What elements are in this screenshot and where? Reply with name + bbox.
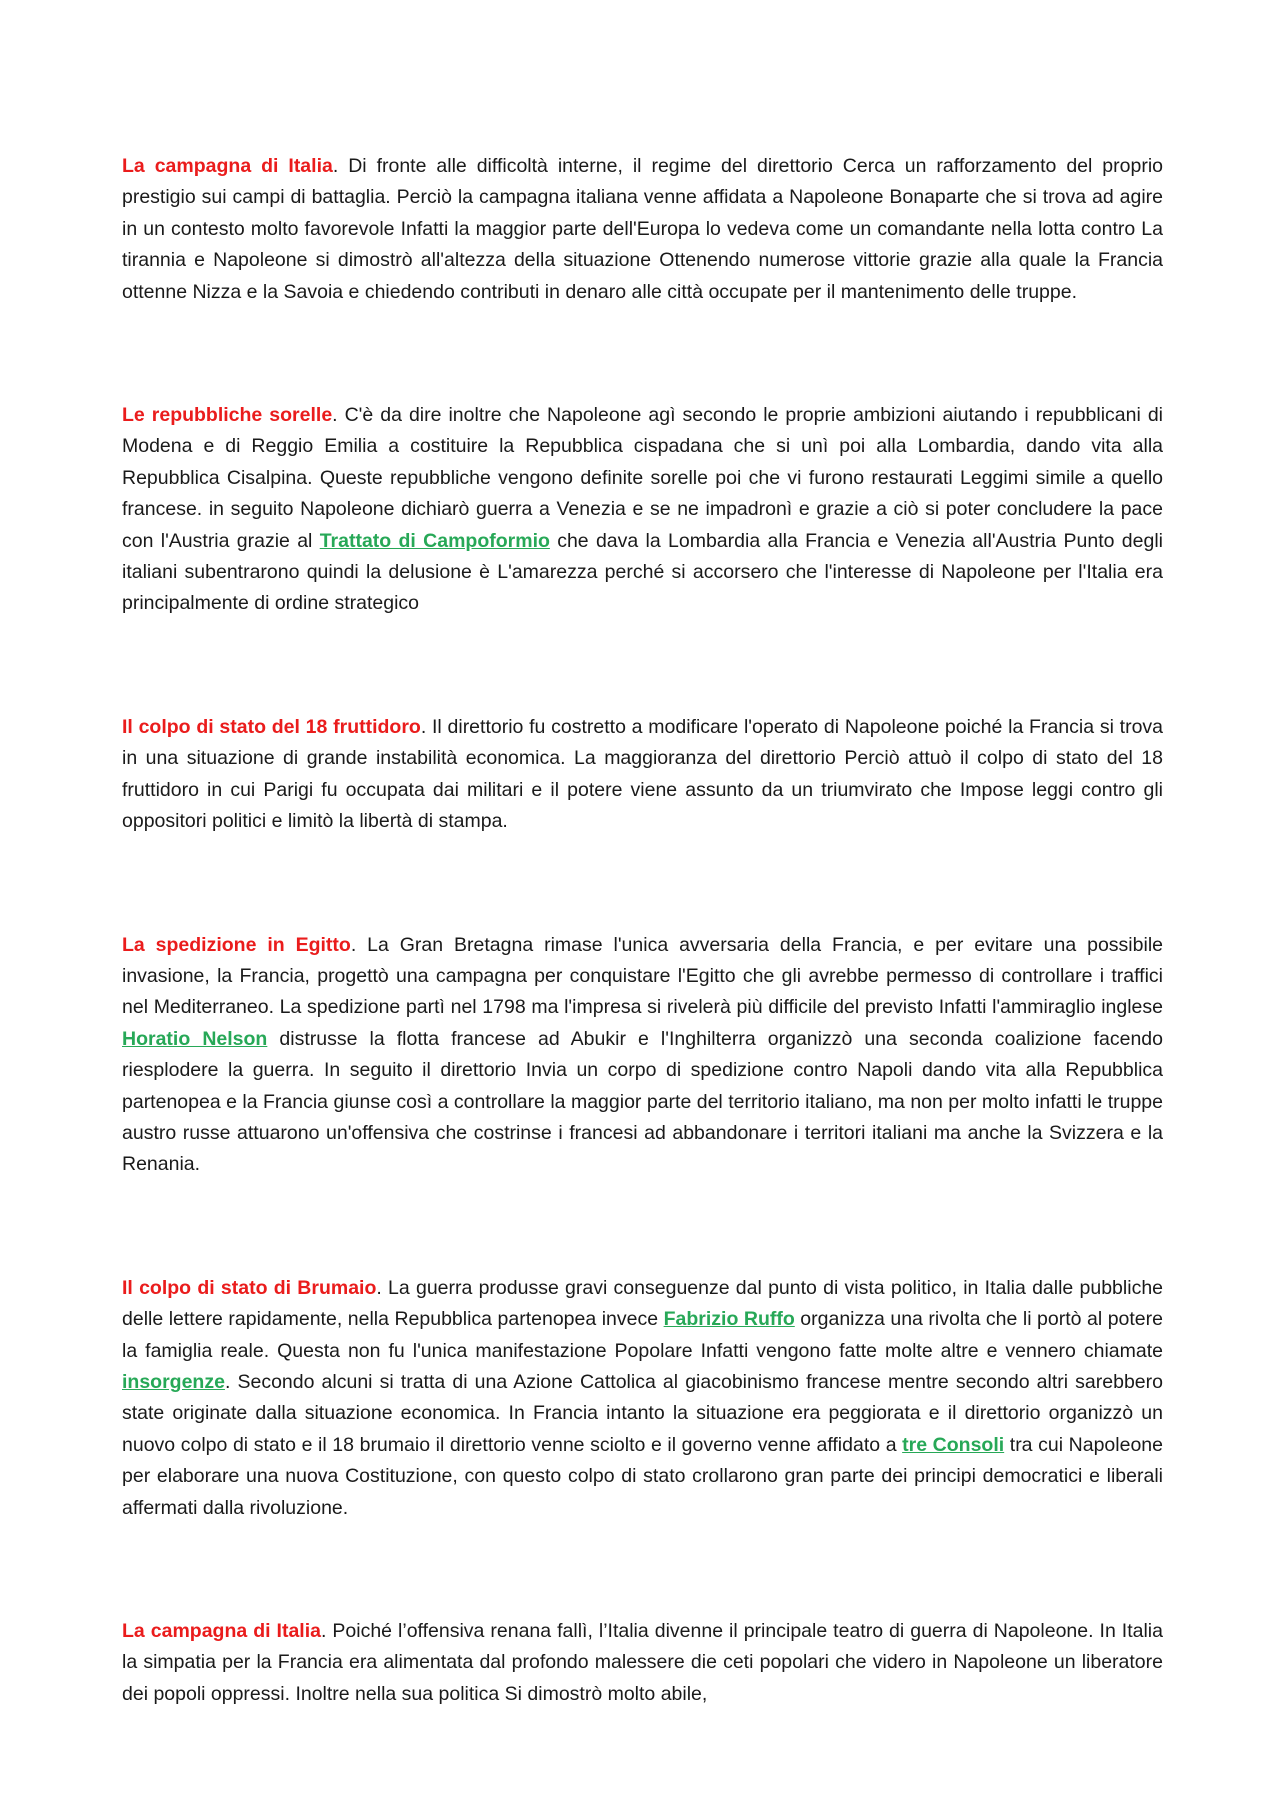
section-heading: Il colpo di stato del 18 fruttidoro bbox=[122, 715, 421, 738]
paragraph-text: organizza una rivolta che li portò al potere la famiglia reale. Questa non fu l'unica manifestazione Popolare Infatti vengono fatte molte altre e vennero chiamate bbox=[122, 1308, 1163, 1362]
link-fabrizio-ruffo[interactable]: Fabrizio Ruffo bbox=[663, 1308, 795, 1331]
paragraph-text: . La Gran Bretagna rimase l'unica avversaria della Francia, e per evitare una possibile invasione, la Francia, progettò una campagna per conquistare l'Egitto che gli avrebbe permesso di controllare i traffici nel Mediterraneo. La spedizione partì nel 1798 ma l'impresa si rivelerà più difficile del previsto Infatti l'ammiraglio inglese bbox=[122, 933, 1163, 1019]
paragraph-repubbliche-sorelle bbox=[122, 400, 1163, 620]
paragraph-colpo-brumaio bbox=[122, 1273, 1163, 1524]
link-tre-consoli[interactable]: tre Consoli bbox=[902, 1433, 1005, 1456]
section-heading: La campagna di Italia bbox=[122, 1620, 321, 1642]
link-trattato-campoformio[interactable]: Trattato di Campoformio bbox=[319, 529, 550, 552]
paragraph-campagna-italia bbox=[122, 151, 1163, 308]
link-horatio-nelson[interactable]: Horatio Nelson bbox=[122, 1027, 268, 1050]
section-heading: Le repubbliche sorelle bbox=[122, 404, 333, 427]
paragraph-text: . C'è da dire inoltre che Napoleone agì secondo le proprie ambizioni aiutando i repubblicani di Modena e di Reggio Emilia a costituire la Repubblica cispadana che si unì poi alla Lombardia, dando vita alla Repubblica Cisalpina. Queste repubbliche vengono definite sorelle poi che vi furono restaurati Leggimi simile a quello francese. in seguito Napoleone dichiarò guerra a Venezia e se ne impadronì e grazie a ciò si poter concludere la pace con l'Austria grazie al bbox=[122, 404, 1164, 552]
section-heading: La campagna di Italia bbox=[122, 155, 333, 177]
paragraph-text: . Poiché l’offensiva renana fallì, l’Italia divenne il principale teatro di guerra di Napoleone. In Italia la simpatia per la Francia era alimentata dal profondo malessere die ceti popolari che videro in Napoleone un liberatore dei popoli oppressi. Inoltre nella sua politica Si dimostrò molto abile, bbox=[122, 1620, 1163, 1705]
link-insorgenze[interactable]: insorgenze bbox=[122, 1370, 225, 1393]
paragraph-campagna-italia-2 bbox=[122, 1616, 1163, 1710]
paragraph-text: . La guerra produsse gravi conseguenze dal punto di vista politico, in Italia dalle pubbliche delle lettere rapidamente, nella Repubblica partenopea invece bbox=[122, 1276, 1164, 1331]
paragraph-text: che dava la Lombardia alla Francia e Venezia all'Austria Punto degli italiani subentrarono quindi la delusione è L'amarezza perché si accorsero che l'interesse di Napoleone per l'Italia era principalmente di ordine strategico bbox=[122, 529, 1163, 615]
paragraph-text: tra cui Napoleone per elaborare una nuova Costituzione, con questo colpo di stato crollarono gran parte dei principi democratici e liberali affermati dalla rivoluzione. bbox=[122, 1433, 1163, 1519]
paragraph-text: . Il direttorio fu costretto a modificare l'operato di Napoleone poiché la Francia si trova in una situazione di grande instabilità economica. La maggioranza del direttorio Perciò attuò il colpo di stato del 18 fruttidoro in cui Parigi fu occupata dai militari e il potere viene assunto da un triumvirato che Impose leggi contro gli oppositori politici e limitò la libertà di stampa. bbox=[122, 715, 1164, 833]
section-heading: La spedizione in Egitto bbox=[122, 933, 351, 956]
paragraph-colpo-fruttidoro bbox=[122, 712, 1163, 838]
paragraph-spedizione-egitto bbox=[122, 930, 1163, 1181]
paragraph-text: . Di fronte alle difficoltà interne, il regime del direttorio Cerca un rafforzamento del proprio prestigio sui campi di battaglia. Perciò la campagna italiana venne affidata a Napoleone Bonaparte che si trova ad agire in un contesto molto favorevole Infatti la maggior parte dell'Europa lo vedeva come un comandante nella lotta contro La tirannia e Napoleone si dimostrò all'altezza della situazione Ottenendo numerose vittorie grazie alla quale la Francia ottenne Nizza e la Savoia e chiedendo contributi in denaro alle città occupate per il mantenimento delle truppe. bbox=[122, 155, 1163, 303]
paragraph-text: . Secondo alcuni si tratta di una Azione Cattolica al giacobinismo francese mentre secondo altri sarebbero state originate dalla situazione economica. In Francia intanto la situazione era peggiorata e il direttorio organizzò un nuovo colpo di stato e il 18 brumaio il direttorio venne sciolto e il governo venne affidato a bbox=[122, 1370, 1163, 1456]
paragraph-text: distrusse la flotta francese ad Abukir e l'Inghilterra organizzò una seconda coalizione facendo riesplodere la guerra. In seguito il direttorio Invia un corpo di spedizione contro Napoli dando vita alla Repubblica partenopea e la Francia giunse così a controllare la maggior parte del territorio italiano, ma non per molto infatti le truppe austro russe attuarono un'offensiva che costrinse i francesi ad abbandonare i territori italiani ma anche la Svizzera e la Renania. bbox=[122, 1027, 1163, 1176]
section-heading: Il colpo di stato di Brumaio bbox=[122, 1276, 377, 1299]
